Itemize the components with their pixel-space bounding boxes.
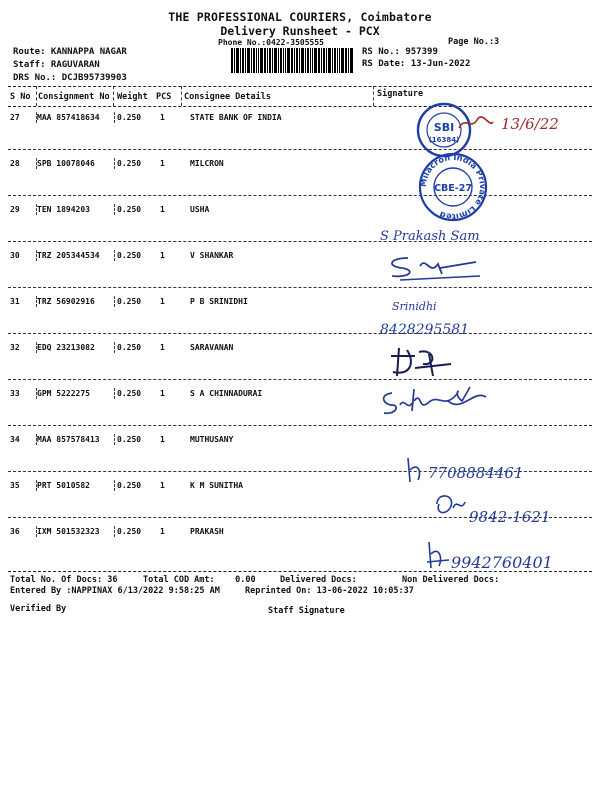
col-weight-header: Weight xyxy=(117,92,148,102)
cell-divider xyxy=(36,480,37,491)
milacron-stamp-ring-text: Milacron India Private Limited xyxy=(418,152,488,222)
row-separator xyxy=(8,425,592,426)
signature-saravanan xyxy=(385,342,455,382)
row-weight: 0.250 xyxy=(117,251,142,260)
sbi-stamp-text: SBI xyxy=(433,121,455,134)
reprinted-on: Reprinted On: 13-06-2022 10:05:37 xyxy=(245,586,414,596)
row-weight: 0.250 xyxy=(117,435,142,444)
col-consignee-header: Consignee Details xyxy=(184,92,271,102)
row-separator xyxy=(8,195,592,196)
total-docs: Total No. Of Docs: 36 xyxy=(10,575,118,585)
col-consignment-header: Consignment No xyxy=(38,92,110,102)
row-sno: 27 xyxy=(10,113,20,122)
row-weight: 0.250 xyxy=(117,159,142,168)
row-sno: 32 xyxy=(10,343,20,352)
phone-note-muthusany-text: 7708884461 xyxy=(428,464,524,482)
row-weight: 0.250 xyxy=(117,205,142,214)
cell-divider xyxy=(36,112,37,123)
row-consignment-no: TRZ 205344534 xyxy=(37,251,100,260)
cell-divider xyxy=(114,388,115,399)
total-cod: Total COD Amt: 0.00 xyxy=(143,575,256,585)
rs-date: RS Date: 13-Jun-2022 xyxy=(362,59,471,69)
cell-divider xyxy=(114,250,115,261)
col-signature-header: Signature xyxy=(377,89,424,99)
phone-note-sunitha-text: 9842-1621 xyxy=(469,508,551,526)
row-consignee: S A CHINNADURAI xyxy=(190,389,263,398)
row-pcs: 1 xyxy=(160,527,165,536)
phone-note-prakash-text: 9942760401 xyxy=(451,553,553,572)
row-consignment-no: SPB 10078046 xyxy=(37,159,95,168)
column-divider xyxy=(113,86,114,106)
cell-divider xyxy=(36,434,37,445)
company-title: THE PROFESSIONAL COURIERS, Coimbatore xyxy=(168,10,432,24)
row-consignee: P B SRINIDHI xyxy=(190,297,248,306)
delivered-docs: Delivered Docs: xyxy=(280,575,357,585)
row-pcs: 1 xyxy=(160,435,165,444)
row-consignee: MILCRON xyxy=(190,159,224,168)
row-consignee: USHA xyxy=(190,205,210,214)
row-consignee: K M SUNITHA xyxy=(190,481,243,490)
row-consignee: SARAVANAN xyxy=(190,343,234,352)
signature-shankar xyxy=(380,250,490,285)
row-consignment-no: TEN 1894203 xyxy=(37,205,90,214)
rs-number: RS No.: 957399 xyxy=(362,47,438,57)
row-sno: 31 xyxy=(10,297,20,306)
phone-note-sunitha xyxy=(433,488,593,532)
row-consignment-no: GPM 5222275 xyxy=(37,389,90,398)
row-pcs: 1 xyxy=(160,251,165,260)
non-delivered-docs: Non Delivered Docs: xyxy=(402,575,500,585)
cell-divider xyxy=(114,112,115,123)
column-divider xyxy=(373,86,374,106)
row-pcs: 1 xyxy=(160,159,165,168)
milacron-stamp-code: CBE-27 xyxy=(434,183,472,194)
row-consignment-no: MAA 857578413 xyxy=(37,435,100,444)
row-weight: 0.250 xyxy=(117,297,142,306)
row-pcs: 1 xyxy=(160,297,165,306)
col-pcs-header: PCS xyxy=(156,92,172,102)
row-sno: 35 xyxy=(10,481,20,490)
cell-divider xyxy=(36,296,37,307)
phone-number: Phone No.:0422-3505555 xyxy=(218,38,324,47)
row-consignee: PRAKASH xyxy=(190,527,224,536)
row-weight: 0.250 xyxy=(117,389,142,398)
document-title: Delivery Runsheet - PCX xyxy=(220,24,380,38)
row-separator xyxy=(8,149,592,150)
phone-note-muthusany xyxy=(404,452,594,486)
cell-divider xyxy=(114,158,115,169)
row-consignment-no: MAA 857418634 xyxy=(37,113,100,122)
staff-signature: Staff Signature xyxy=(268,606,345,616)
row-pcs: 1 xyxy=(160,343,165,352)
col-sno-header: S No xyxy=(10,92,31,102)
row-consignment-no: PRT 5010582 xyxy=(37,481,90,490)
row-sno: 36 xyxy=(10,527,20,536)
row-sno: 28 xyxy=(10,159,20,168)
row-weight: 0.250 xyxy=(117,113,142,122)
column-divider xyxy=(36,86,37,106)
row-pcs: 1 xyxy=(160,389,165,398)
milacron-stamp xyxy=(418,152,488,222)
header-bottom-rule xyxy=(8,106,592,107)
column-divider xyxy=(181,86,182,106)
staff-label: Staff: RAGUVARAN xyxy=(13,60,100,70)
row-consignee: STATE BANK OF INDIA xyxy=(190,113,282,122)
cell-divider xyxy=(114,342,115,353)
cell-divider xyxy=(114,204,115,215)
row-consignee: MUTHUSANY xyxy=(190,435,234,444)
signature-srinidhi xyxy=(378,298,508,340)
row-consignee: V SHANKAR xyxy=(190,251,234,260)
sbi-stamp-code: (16384) xyxy=(428,136,460,144)
cell-divider xyxy=(114,480,115,491)
cell-divider xyxy=(36,526,37,537)
row-sno: 34 xyxy=(10,435,20,444)
row-weight: 0.250 xyxy=(117,343,142,352)
row-pcs: 1 xyxy=(160,113,165,122)
cell-divider xyxy=(36,204,37,215)
entered-by: Entered By :NAPPINAX 6/13/2022 9:58:25 AM xyxy=(10,586,220,596)
route-label: Route: KANNAPPA NAGAR xyxy=(13,47,127,57)
row-consignment-no: EDQ 23213082 xyxy=(37,343,95,352)
handwritten-date-text: 13/6/22 xyxy=(501,115,559,133)
row-weight: 0.250 xyxy=(117,481,142,490)
signature-prakash-sam-text: S Prakash Sam xyxy=(380,229,480,244)
cell-divider xyxy=(114,434,115,445)
drs-number: DRS No.: DCJB95739903 xyxy=(13,73,127,83)
row-sno: 30 xyxy=(10,251,20,260)
cell-divider xyxy=(36,342,37,353)
row-consignment-no: TRZ 56902916 xyxy=(37,297,95,306)
row-separator xyxy=(8,379,592,380)
row-sno: 33 xyxy=(10,389,20,398)
cell-divider xyxy=(36,250,37,261)
row-consignment-no: IXM 501532323 xyxy=(37,527,100,536)
barcode xyxy=(231,48,353,73)
cell-divider xyxy=(36,158,37,169)
row-pcs: 1 xyxy=(160,205,165,214)
verified-by: Verified By xyxy=(10,604,67,614)
signature-srinidhi-phone: 8428295581 xyxy=(380,322,470,338)
cell-divider xyxy=(114,526,115,537)
cell-divider xyxy=(114,296,115,307)
footer-top-rule xyxy=(8,571,592,572)
signature-chinnadurai xyxy=(378,383,508,423)
row-sno: 29 xyxy=(10,205,20,214)
signature-srinidhi-text: Srinidhi xyxy=(392,300,437,313)
signature-prakash-sam xyxy=(378,222,538,248)
cell-divider xyxy=(36,388,37,399)
row-pcs: 1 xyxy=(160,481,165,490)
phone-note-prakash xyxy=(425,538,595,578)
row-separator xyxy=(8,287,592,288)
row-weight: 0.250 xyxy=(117,527,142,536)
page-number: Page No.:3 xyxy=(448,37,500,47)
handwritten-date-sbi xyxy=(455,108,565,138)
header-top-rule xyxy=(8,86,592,87)
